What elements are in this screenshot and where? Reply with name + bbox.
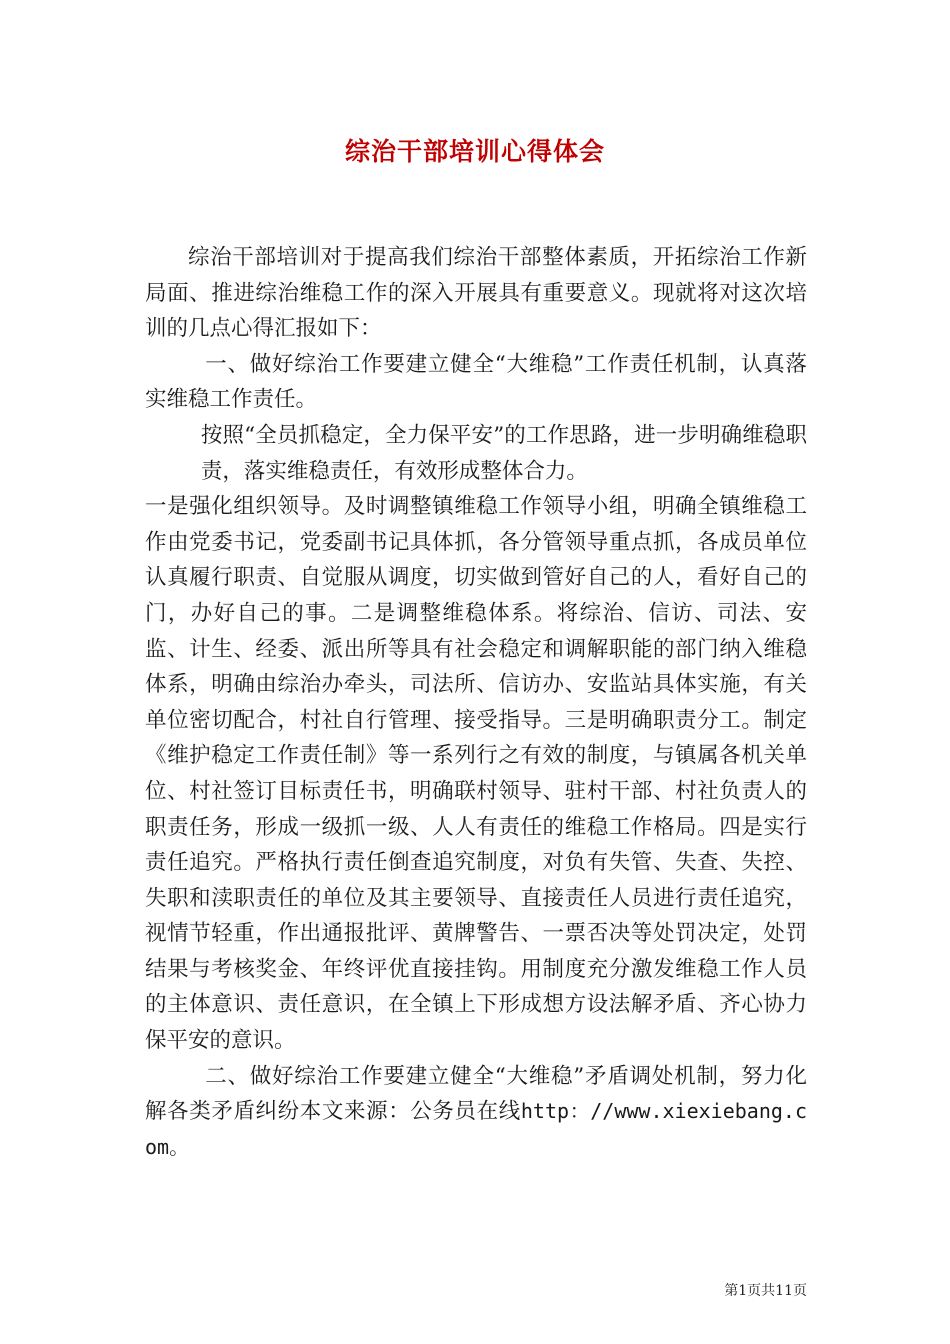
section1-heading: 一、做好综治工作要建立健全“大维稳”工作责任机制，认真落实维稳工作责任。	[145, 351, 807, 413]
section2-heading-text: 二、做好综治工作要建立健全“大维稳”矛盾调处机制，努力化解各类矛盾纠纷本文来源：公务员在线	[145, 1063, 807, 1125]
section2-heading	[145, 1059, 807, 1166]
document-body	[145, 240, 807, 1165]
document-title: 综治干部培训心得体会	[344, 137, 605, 166]
page-number: 第1页共11页	[724, 1283, 807, 1299]
section1-lead: 按照“全员抓稳定，全力保平安”的工作思路，进一步明确维稳职责，落实维稳责任，有效形成整体合力。	[200, 422, 807, 484]
intro-paragraph: 综治干部培训对于提高我们综治干部整体素质，开拓综治工作新局面、推进综治维稳工作的深入开展具有重要意义。现就将对这次培训的几点心得汇报如下：	[145, 245, 807, 342]
source-url: http：//www.xiexiebang.com。	[145, 1099, 807, 1159]
section1-body: 一是强化组织领导。及时调整镇维稳工作领导小组，明确全镇维稳工作由党委书记，党委副书记具体抓，各分管领导重点抓，各成员单位认真履行职责、自觉服从调度，切实做到管好自己的人，看好自己的门，办好自己的事。二是调整维稳体系。将综治、信访、司法、安监、计生、经委、派出所等具有社会稳定和调解职能的部门纳入维稳体系，明确由综治办牵头，司法所、信访办、安监站具体实施，有关单位密切配合，村社自行管理、接受指导。三是明确职责分工。制定《维护稳定工作责任制》等一系列行之有效的制度，与镇属各机关单位、村社签订目标责任书，明确联村领导、驻村干部、村社负责人的职责任务，形成一级抓一级、人人有责任的维稳工作格局。四是实行责任追究。严格执行责任倒查追究制度，对负有失管、失查、失控、失职和渎职责任的单位及其主要领导、直接责任人员进行责任追究，视情节轻重，作出通报批评、黄牌警告、一票否决等处罚决定，处罚结果与考核奖金、年终评优直接挂钩。用制度充分激发维稳工作人员的主体意识、责任意识，在全镇上下形成想方设法解矛盾、齐心协力保平安的意识。	[145, 494, 807, 1054]
